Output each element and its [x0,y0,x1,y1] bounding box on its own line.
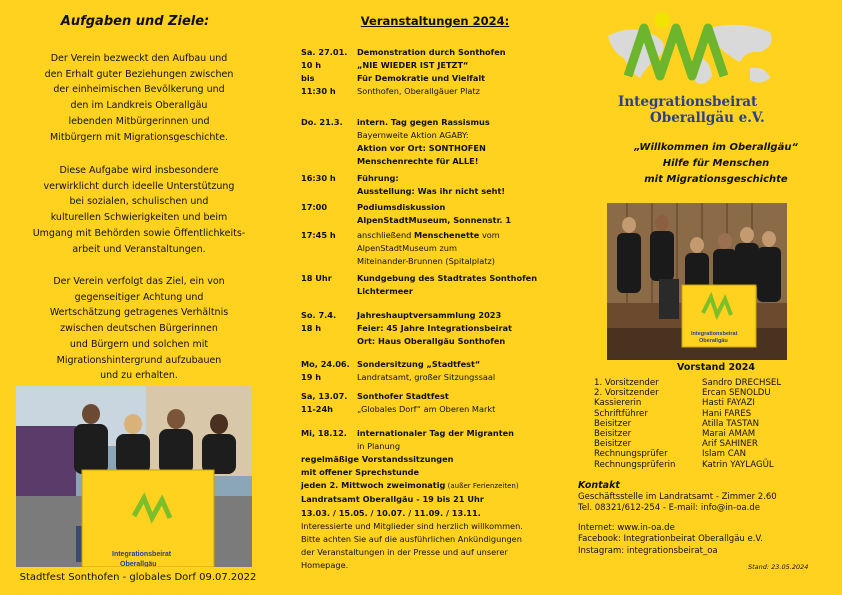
instagram-link[interactable]: Instagram: integrationsbeirat_oa [578,545,718,556]
kontakt-block [578,480,777,558]
vorstand-row: Beisitzer Atilla TASTAN [594,418,760,429]
stand-date: Stand: 23.05.2024 [748,563,809,571]
vorstand-row: Rechnungsprüfer Islam CAN [594,449,747,460]
vorstand-row: 1. Vorsitzender Sandro DRECHSEL [594,378,782,388]
svg-text:Oberallgäu: Oberallgäu [120,561,157,567]
vorstand-list [594,378,781,470]
aims-title: Aufgaben und Ziele: [60,14,210,29]
integrationsbeirat-logo [600,6,780,98]
aims-paragraph-3: Der Verein verfolgt das Ziel, ein von gegenseitiger Achtung und Wertschätzung getragenes Verhältnis zwischen deutschen Bürgerinnen und Bürgern und solchen mit Migrationshintergrund aufzubauen und zu erhalten. [49,276,229,382]
event-jahreshauptversammlung: So. 7.4. Jahreshauptversammlung 2023 18 h Feier: 45 Jahre Integrationsbeirat Ort: Haus Oberallgäu Sonthofen [301,310,512,347]
event-demonstration: Sa. 27.01. Demonstration durch Sonthofen 10 h „NIE WIEDER IST JETZT“ bis Für Demokratie und Vielfalt 11:30 h Sonthofen, Oberallgäuer Platz [301,47,506,97]
events-title: Veranstaltungen 2024: [360,14,510,28]
kontakt-address: Geschäftsstelle im Landratsamt - Zimmer 2.60 [578,491,777,502]
photo-sign-line2: Oberallgäu [699,338,728,344]
facebook-link[interactable]: Facebook: Integrationbeirat Oberallgäu e.V. [578,534,763,545]
vorstand-title: Vorstand 2024 [677,362,755,373]
photo-caption: Stadtfest Sonthofen - globales Dorf 09.07.2022 [19,572,257,583]
event-stadtfest: Sa, 13.07. Sonthofer Stadtfest 11-24h „Globales Dorf“ am Oberen Markt [301,391,496,415]
event-rassismus: Do. 21.3. intern. Tag gegen Rassismus Bayernweite Aktion AGABY: Aktion vor Ort: SONTHOFEN Menschenrechte für ALLE! 16:30 h Führung: Ausstellung: Was ihr nicht seht! 17:00 Podiumsdiskussion AlpenStadtMuseum, Sonnenstr. 1 17:45 h anschließend Menschenette vom AlpenStadtMuseum zum Miteinander-Brunnen (Spitalplatz) 18 Uhr Kundgebung des Stadtrates Sonthofen Lichtermeer [301,117,538,297]
welcome-text: „Willkommen im Oberallgäu“ Hilfe für Menschen mit Migrationsgeschichte [634,142,798,185]
logo-text-line2: Oberallgäu e.V. [650,110,765,126]
vorstand-row: Beisitzer Arif SAHINER [594,439,758,450]
vorstand-row: Kassiererin Hasti FAYAZI [594,398,755,409]
event-sondersitzung: Mo, 24.06. Sondersitzung „Stadtfest“ 19 h Landratsamt, großer Sitzungssaal [301,359,496,383]
aims-paragraph-1: Der Verein bezweckt den Aufbau und den Erhalt guter Beziehungen zwischen der einheimischen Bevölkerung und den im Landkreis Oberallgäu lebenden Mitbürgerinnen und Mitbürgern mit Migrationsgeschichte. [44,53,234,143]
event-tag-der-migranten: Mi, 18.12. internationaler Tag der Migranten in Planung regelmäßige Vorstandssitzungen mit offener Sprechstunde jeden 2. Mittwoch zweimonatig (außer Ferienzeiten) Landratsamt Oberallgäu - 19 bis 21 Uhr 13.03. / 15.05. / 10.07. / 11.09. / 13.11. Interessierte und Mitglieder sind herzlich willkommen. Bitte achten Sie auf die ausführlichen Ankündigungen der Veranstaltungen in der Presse und auf unserer Homepage. [301,428,523,570]
vorstand-row: Beisitzer Marai AMAM [594,429,756,440]
logo-text-line1: Integrationsbeirat [618,94,758,110]
svg-text:Integrationsbeirat: Integrationsbeirat [112,551,172,558]
website-link[interactable]: Internet: www.in-oa.de [578,522,675,533]
vorstand-row: Rechnungsprüferin Katrin YAYLAGÜL [594,459,774,470]
aims-paragraph-2: Diese Aufgabe wird insbesondere verwirklicht durch ideelle Unterstützung bei sozialen, schulischen und kulturellen Schwierigkeiten und beim Umgang mit Behörden sowie Öffentlichkeits- arbeit und Veranstaltungen. [32,165,246,255]
photo-sign-line1: Integrationsbeirat [691,331,738,337]
kontakt-title: Kontakt [578,480,620,491]
vorstand-row: 2. Vorsitzender Ercan SENOLDU [594,388,771,399]
vorstand-photo [607,203,787,360]
stadtfest-photo [16,386,252,567]
vorstand-row: Schriftführer Hani FARES [594,408,752,419]
kontakt-phone-email[interactable]: Tel. 08321/612-254 - E-mail: info@in-oa.de [578,503,760,514]
